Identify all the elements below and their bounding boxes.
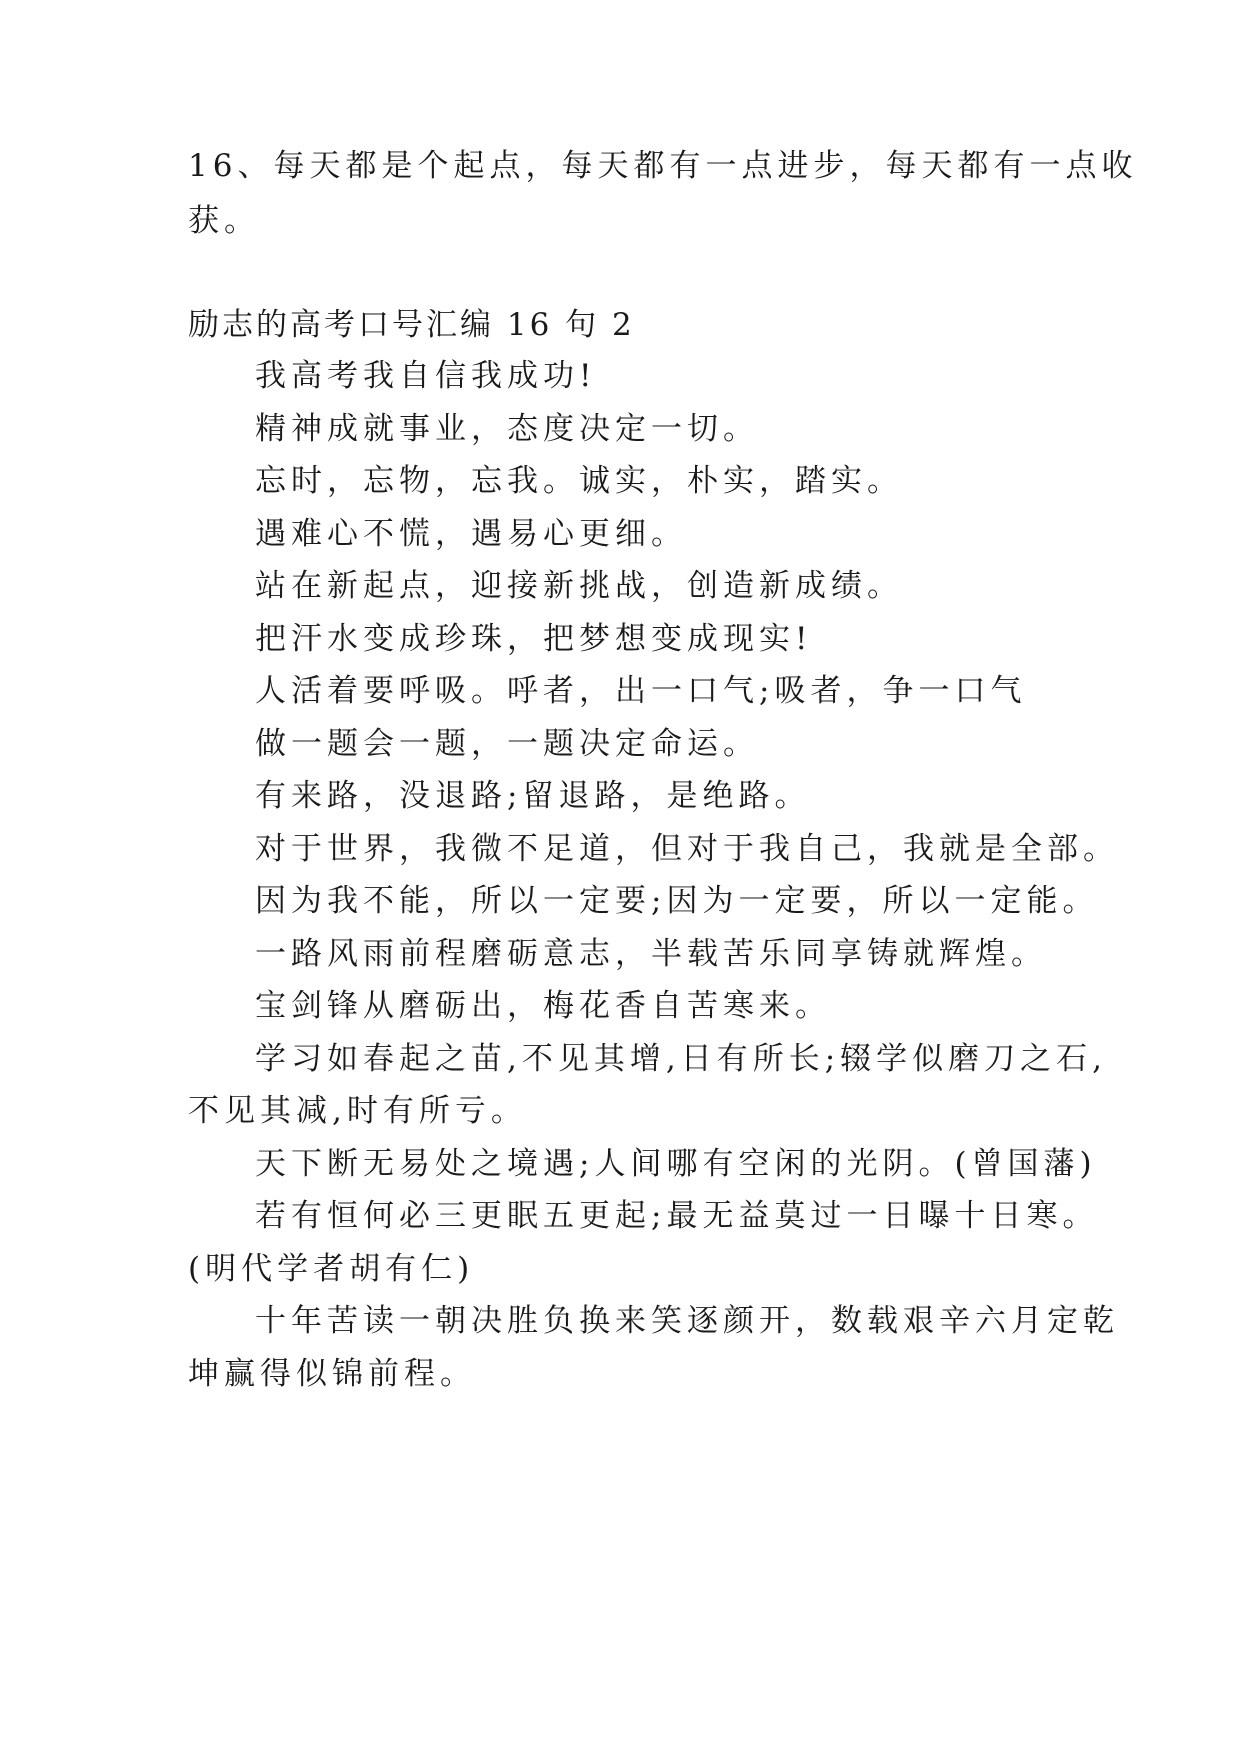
slogan-15: 天下断无易处之境遇;人间哪有空闲的光阴。(曾国藩) (255, 1146, 1097, 1182)
slogan-14-line-2: 不见其减,时有所亏。 (188, 1093, 527, 1129)
slogan-16-line-2: (明代学者胡有仁) (188, 1251, 475, 1287)
slogan-13: 宝剑锋从磨砺出，梅花香自苦寒来。 (255, 988, 831, 1024)
slogan-14-line-1: 学习如春起之苗,不见其增,日有所长;辍学似磨刀之石, (255, 1041, 1108, 1077)
slogan-5: 站在新起点，迎接新挑战，创造新成绩。 (255, 568, 903, 604)
slogan-17-line-1: 十年苦读一朝决胜负换来笑逐颜开，数载艰辛六月定乾 (255, 1303, 1119, 1339)
slogan-8: 做一题会一题，一题决定命运。 (255, 726, 759, 762)
slogan-12: 一路风雨前程磨砺意志，半载苦乐同享铸就辉煌。 (255, 936, 1047, 972)
slogan-1: 我高考我自信我成功! (255, 358, 597, 394)
slogan-16-line-1: 若有恒何必三更眠五更起;最无益莫过一日曝十日寒。 (255, 1198, 1099, 1234)
slogan-10: 对于世界，我微不足道，但对于我自己，我就是全部。 (255, 831, 1119, 867)
slogan-6: 把汗水变成珍珠，把梦想变成现实! (255, 621, 813, 657)
section-title: 励志的高考口号汇编 16 句 2 (188, 307, 635, 343)
slogan-2: 精神成就事业，态度决定一切。 (255, 411, 759, 447)
slogan-7: 人活着要呼吸。呼者，出一口气;吸者，争一口气 (255, 673, 1027, 709)
slogan-11: 因为我不能，所以一定要;因为一定要，所以一定能。 (255, 883, 1099, 919)
slogan-9: 有来路，没退路;留退路，是绝路。 (255, 778, 811, 814)
intro-line-2: 获。 (188, 203, 260, 239)
intro-line-1: 16、每天都是个起点，每天都有一点进步，每天都有一点收 (188, 148, 1138, 184)
slogan-17-line-2: 坤赢得似锦前程。 (188, 1356, 476, 1392)
slogan-4: 遇难心不慌，遇易心更细。 (255, 516, 687, 552)
slogan-3: 忘时，忘物，忘我。诚实，朴实，踏实。 (255, 463, 903, 499)
